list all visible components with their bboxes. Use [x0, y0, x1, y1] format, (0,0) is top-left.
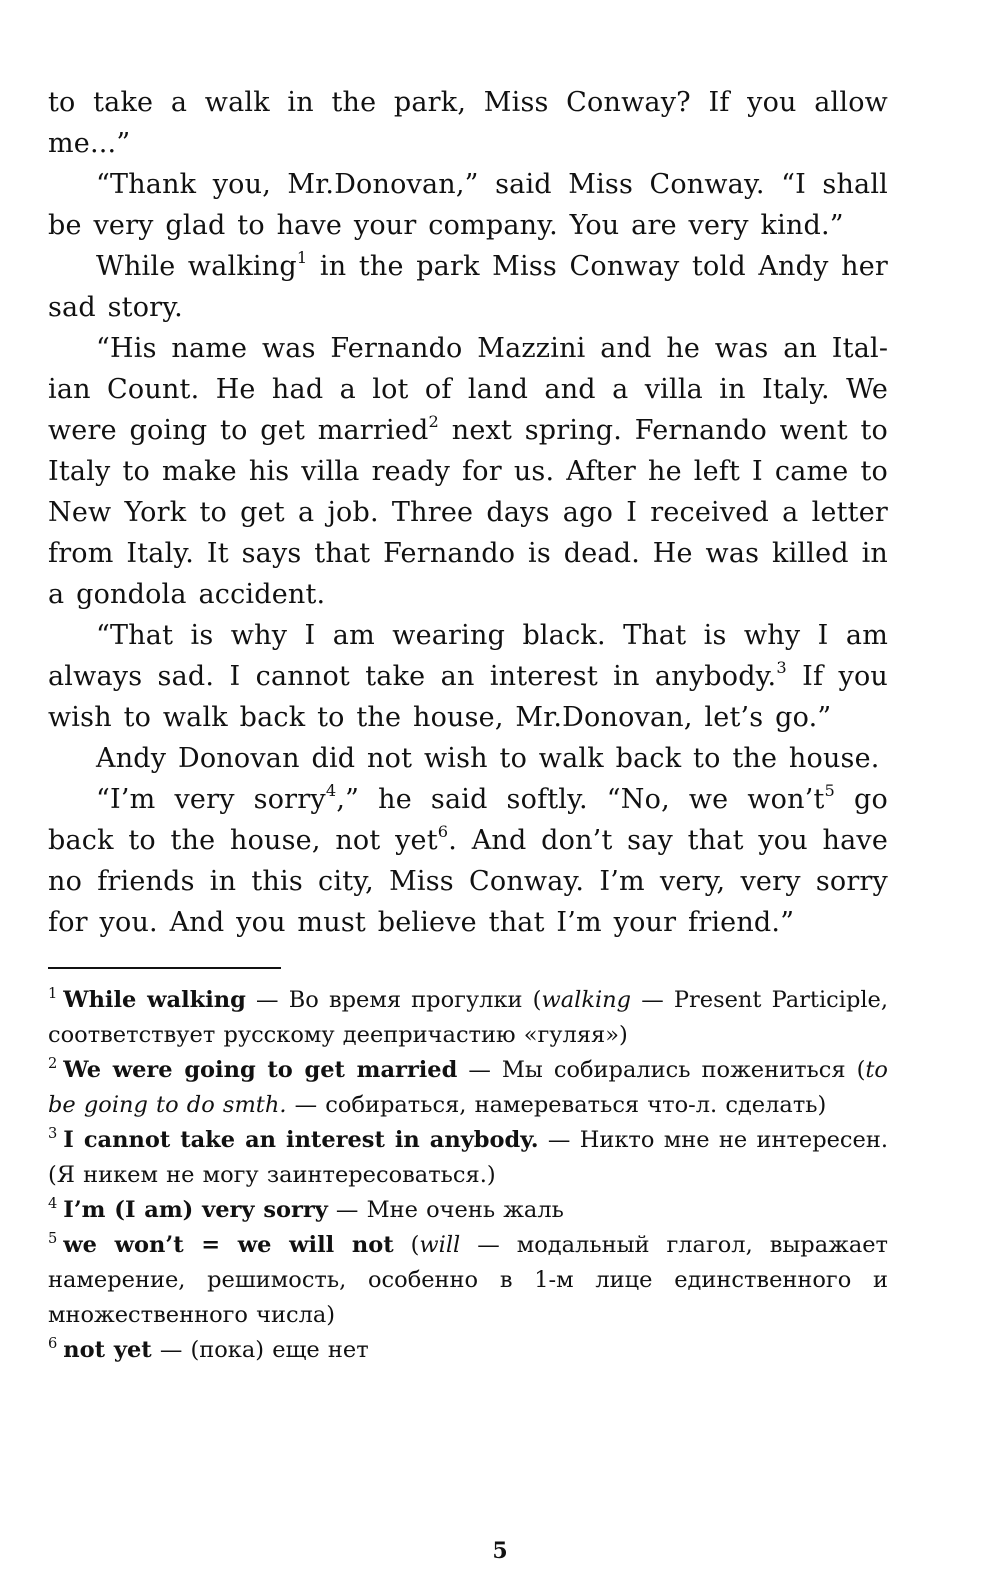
footnote-number: 1	[48, 985, 58, 1003]
paragraph	[48, 328, 888, 615]
paragraph	[48, 738, 888, 779]
footnote-3	[48, 1123, 888, 1193]
footnote-number: 6	[48, 1335, 58, 1353]
italic-term: walking	[541, 987, 632, 1013]
footnote-ref: 5	[824, 780, 836, 800]
footnotes	[48, 983, 888, 1368]
page-number: 5	[492, 1538, 508, 1564]
text-run: to take a walk in the park, Miss Conway? If you allow me...”	[48, 87, 888, 159]
footnote-term: we won’t = we will not	[63, 1232, 394, 1258]
paragraph	[48, 164, 888, 246]
footnote-6	[48, 1333, 888, 1368]
italic-term: will	[419, 1232, 461, 1258]
text-run: — Во время прогулки (	[245, 987, 542, 1013]
text-run: “Thank you, Mr.Donovan,” said Miss Conway. “I shall be very glad to have your company. You are very kind.”	[48, 169, 888, 241]
italic-term: to be going to do smth.	[48, 1057, 888, 1118]
footnote-4	[48, 1193, 888, 1228]
text-run: ,” he said softly. “No, we won’t	[336, 784, 825, 815]
footnote-1	[48, 983, 888, 1053]
story-text	[48, 82, 888, 943]
footnote-term: We were going to get married	[63, 1057, 458, 1083]
text-run: — собираться, намереваться что-л. сделать)	[286, 1092, 827, 1118]
paragraph	[48, 82, 888, 164]
text-run: — модальный глагол, выражает намерение, решимость, особенно в 1-м лице единственного и множественного числа)	[48, 1232, 889, 1328]
footnote-number: 2	[48, 1055, 58, 1073]
paragraph	[48, 779, 888, 943]
text-run: . And don’t say that you have no friends in this city, Miss Conway. I’m very, very sorry for you. And you must believe that I’m your friend.”	[48, 825, 889, 938]
paragraph	[48, 615, 888, 738]
footnote-number: 5	[48, 1230, 58, 1248]
text-run: — Мы собирались пожениться (	[457, 1057, 866, 1083]
text-run: — Мне очень жаль	[327, 1197, 564, 1223]
paragraph	[48, 246, 888, 328]
footnote-5	[48, 1228, 888, 1333]
footnote-number: 4	[48, 1195, 58, 1213]
text-run: — Никто мне не интересен. (Я никем не могу заинтересоваться.)	[48, 1127, 888, 1188]
footnote-term: not yet	[63, 1337, 152, 1363]
text-run: If you wish to walk back to the house, Mr.Donovan, let’s go.”	[48, 661, 888, 733]
footnote-2	[48, 1053, 888, 1123]
footnote-term: I’m (I am) very sorry	[63, 1197, 328, 1223]
text-run: While walking	[96, 251, 297, 282]
footnote-ref: 1	[296, 247, 308, 267]
text-run: go back to the house, not yet	[48, 784, 888, 856]
footnote-divider	[48, 967, 281, 969]
footnote-ref: 3	[776, 657, 787, 677]
text-run: — Present Participle, соответствует русскому деепричастию «гуляя»)	[48, 987, 889, 1048]
text-run: in the park Miss Conway told Andy her sad story.	[48, 251, 888, 323]
footnote-term: While walking	[63, 987, 246, 1013]
text-run: next spring. Fernando went to Italy to make his villa ready for us. After he left I came to New York to get a job. Three days ago I received a letter from Italy. It says that Fernando is dead. He was killed in a gondola accident.	[48, 415, 888, 610]
footnote-ref: 2	[428, 411, 440, 431]
text-run: “That is why I am wearing black. That is why I am always sad. I cannot take an interest in anybody.	[48, 620, 888, 692]
footnote-number: 3	[48, 1125, 58, 1143]
footnote-ref: 6	[437, 821, 449, 841]
text-run: — (пока) еще нет	[151, 1337, 369, 1363]
book-page	[48, 82, 888, 1368]
text-run: (	[393, 1232, 420, 1258]
footnote-term: I cannot take an interest in anybody.	[63, 1127, 539, 1153]
text-run: “His name was Fernando Mazzini and he was an Italian Count. He had a lot of land and a villa in Italy. We were going to get married	[48, 333, 888, 446]
text-run: “I’m very sorry	[96, 784, 326, 815]
text-run: Andy Donovan did not wish to walk back to the house.	[96, 743, 880, 774]
footnote-ref: 4	[325, 780, 337, 800]
